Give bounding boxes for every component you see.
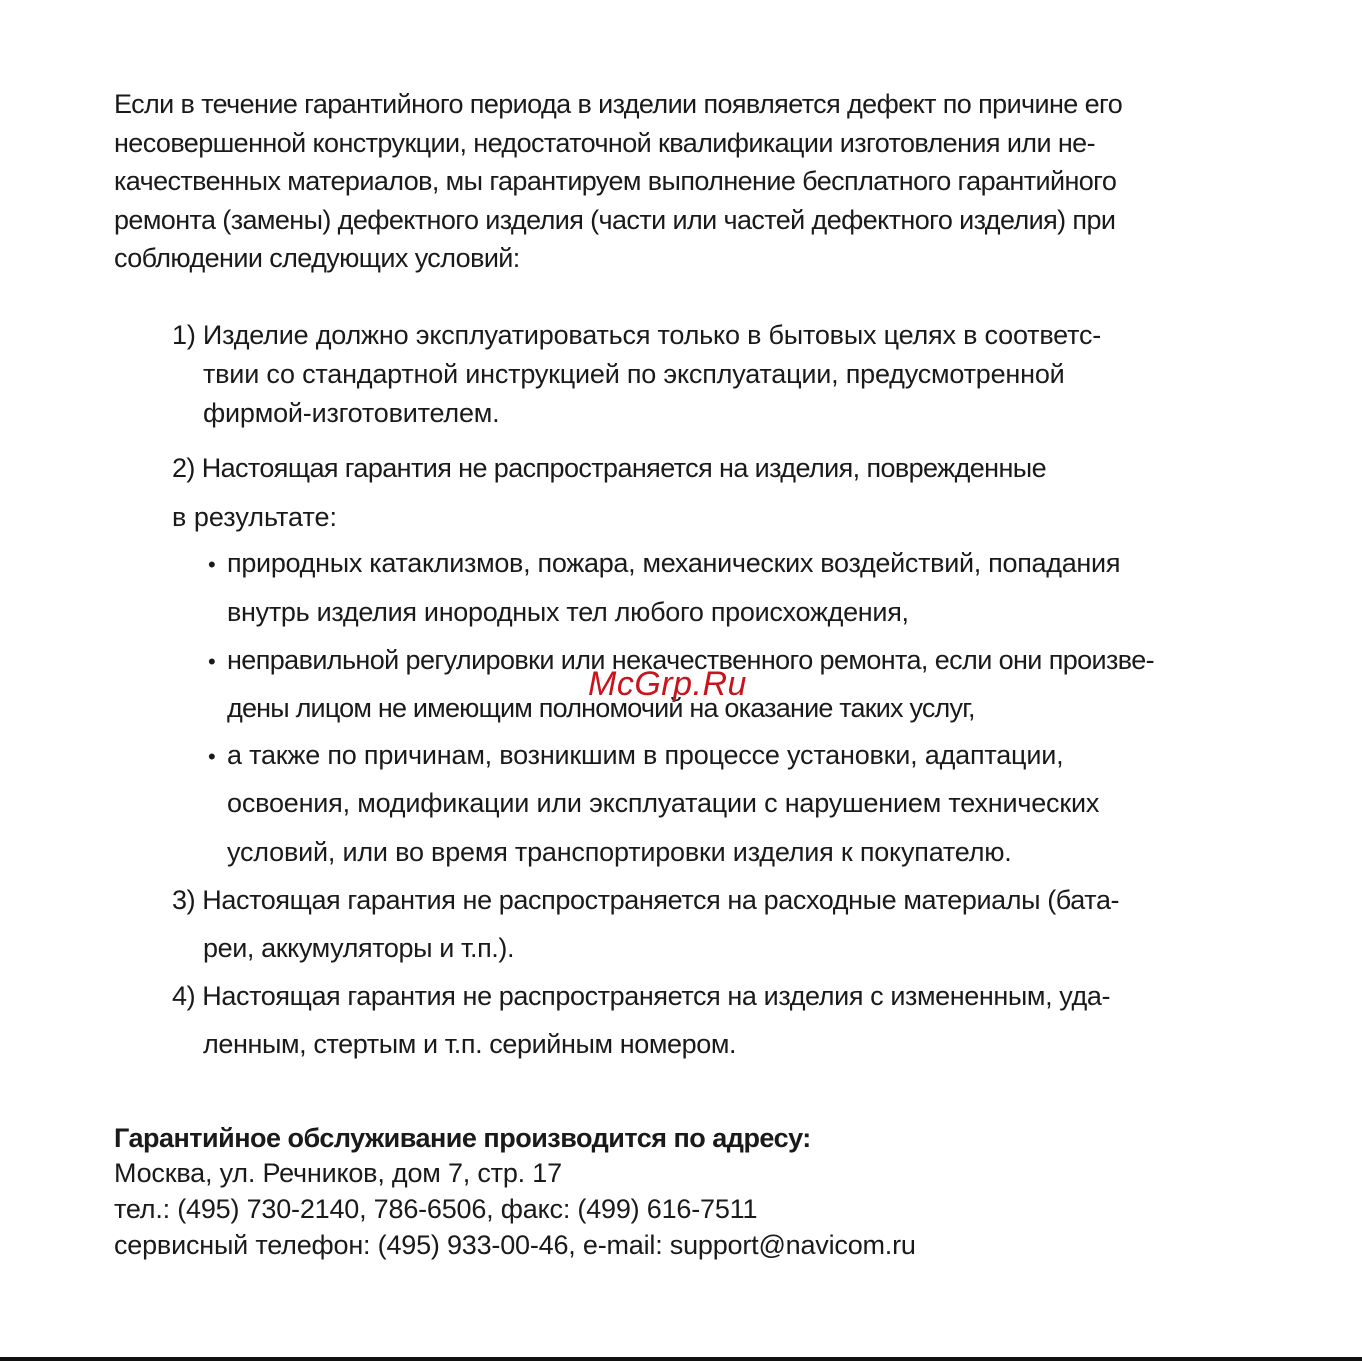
condition-line: 2) Настоящая гарантия не распространяется на изделия, поврежденные [172,453,1047,483]
service-address: Москва, ул. Речников, дом 7, стр. 17 [114,1158,562,1188]
condition-line: реи, аккумуляторы и т.п.). [203,933,515,963]
condition-line: 3) Настоящая гарантия не распространяется на расходные материалы (бата- [172,885,1120,915]
bullet-line: условий, или во время транспортировки изделия к покупателю. [227,837,1012,867]
intro-line: ремонта (замены) дефектного изделия (части или частей дефектного изделия) при [114,205,1116,235]
condition-line: твии со стандартной инструкцией по эксплуатации, предусмотренной [203,359,1065,389]
service-heading: Гарантийное обслуживание производится по адресу: [114,1123,811,1153]
bullet-icon: • [208,744,216,769]
service-support-contacts: сервисный телефон: (495) 933-00-46, e-mail: support@navicom.ru [114,1230,916,1260]
intro-line: Если в течение гарантийного периода в изделии появляется дефект по причине его [114,89,1123,119]
condition-line: фирмой-изготовителем. [203,398,500,428]
condition-line: 1) Изделие должно эксплуатироваться только в бытовых целях в соответс- [172,320,1102,350]
bottom-divider [0,1357,1362,1361]
condition-line: 4) Настоящая гарантия не распространяется на изделия с измененным, уда- [172,981,1111,1011]
bullet-line: дены лицом не имеющим полномочий на оказание таких услуг, [227,693,975,723]
intro-line: соблюдении следующих условий: [114,243,520,273]
service-phones: тел.: (495) 730-2140, 786-6506, факс: (499) 616-7511 [114,1194,758,1224]
bullet-line: природных катаклизмов, пожара, механических воздействий, попадания [227,548,1121,578]
intro-line: несовершенной конструкции, недостаточной квалификации изготовления или не- [114,128,1095,158]
watermark-logo: McGrp.Ru [588,665,747,703]
bullet-line: неправильной регулировки или некачественного ремонта, если они произве- [227,645,1155,675]
bullet-line: а также по причинам, возникшим в процессе установки, адаптации, [227,740,1064,770]
condition-line: ленным, стертым и т.п. серийным номером. [203,1029,737,1059]
intro-line: качественных материалов, мы гарантируем выполнение бесплатного гарантийного [114,166,1117,196]
bullet-icon: • [208,552,216,577]
bullet-line: внутрь изделия инородных тел любого происхождения, [227,597,909,627]
bullet-line: освоения, модификации или эксплуатации с нарушением технических [227,788,1100,818]
condition-line: в результате: [172,502,338,532]
bullet-icon: • [208,649,216,674]
